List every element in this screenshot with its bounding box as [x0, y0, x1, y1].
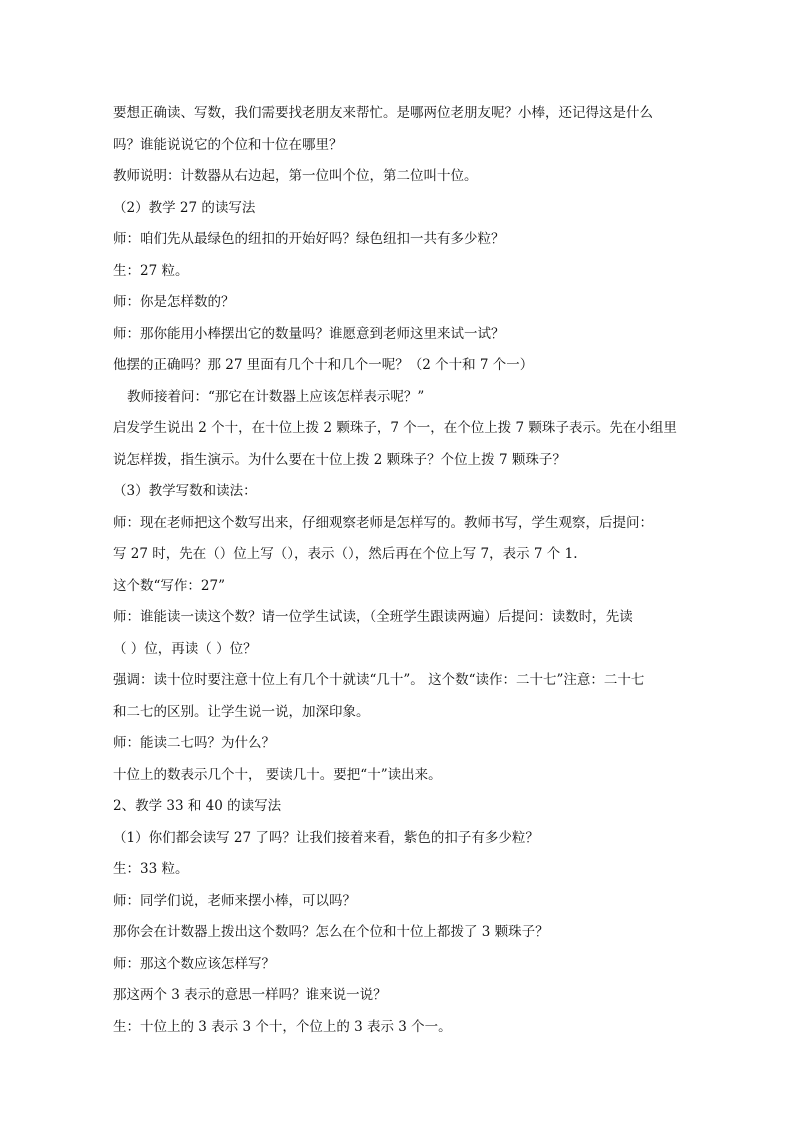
text-line: 师：你是怎样数的？: [113, 294, 235, 310]
text-line: （ ）位，再读（ ）位？: [113, 640, 257, 657]
section-heading: （2）教学 27 的读写法: [113, 199, 256, 216]
section-heading: 2、教学 33 和 40 的读写法: [113, 798, 282, 814]
text-line: 生：33 粒。: [113, 861, 189, 877]
text-line: 写 27 时，先在（）位上写（），表示（），然后再在个位上写 7，表示 7 个 1.: [113, 546, 578, 562]
text-line: 这个数“写作：27”: [113, 577, 225, 594]
text-line: 那这两个 3 表示的意思一样吗？谁来说一说？: [113, 987, 387, 1003]
text-line: 说怎样拨，指生演示。为什么要在十位上拨 2 颗珠子？个位上拨 7 颗珠子？: [113, 451, 566, 468]
text-line: 师：同学们说，老师来摆小棒，可以吗？: [113, 892, 356, 909]
text-line: 师：现在老师把这个数写出来，仔细观察老师是怎样写的。教师书写，学生观察，后提问：: [113, 514, 653, 531]
text-line: 强调：读十位时要注意十位上有几个十就读“几十”。 这个数“读作：二十七”注意：二十七: [113, 672, 645, 688]
document-body: [113, 98, 688, 1043]
text-line: 要想正确读、写数，我们需要找老朋友来帮忙。是哪两位老朋友呢？小棒，还记得这是什么: [113, 105, 653, 121]
text-line: 师：那你能用小棒摆出它的数量吗？谁愿意到老师这里来试一试？: [113, 325, 505, 342]
text-line: 教师接着问：“那它在计数器上应该怎样表示呢？”: [127, 388, 425, 405]
text-line: 十位上的数表示几个十， 要读几十。要把“十”读出来。: [113, 766, 442, 783]
text-line: 师：咱们先从最绿色的纽扣的开始好吗？绿色纽扣一共有多少粒？: [113, 231, 505, 247]
text-line: 那你会在计数器上拨出这个数吗？怎么在个位和十位上都拨了 3 颗珠子？: [113, 924, 549, 940]
text-line: （1）你们都会读写 27 了吗？让我们接着来看，紫色的扣子有多少粒？: [113, 829, 539, 846]
text-line: 他摆的正确吗？那 27 里面有几个十和几个一呢？（2 个十和 7 个一）: [113, 357, 534, 373]
text-line: 生：27 粒。: [113, 262, 189, 279]
text-line: 和二七的区别。让学生说一说，加深印象。: [113, 703, 370, 720]
text-line: 启发学生说出 2 个十，在十位上拨 2 颗珠子，7 个一，在个位上拨 7 颗珠子表示。先在小组里: [113, 420, 677, 436]
text-line: 师：那这个数应该怎样写？: [113, 955, 275, 972]
text-line: 教师说明：计数器从右边起，第一位叫个位，第二位叫十位。: [113, 168, 478, 184]
section-heading: （3）教学写数和读法：: [113, 483, 257, 499]
text-line: 师：谁能读一读这个数？请一位学生试读，（全班学生跟读两遍）后提问：读数时，先读: [113, 609, 633, 625]
text-line: 吗？谁能说说它的个位和十位在哪里？: [113, 136, 343, 153]
text-line: 生：十位上的 3 表示 3 个十，个位上的 3 表示 3 个一。: [113, 1018, 452, 1035]
text-line: 师：能读二七吗？为什么？: [113, 735, 275, 751]
